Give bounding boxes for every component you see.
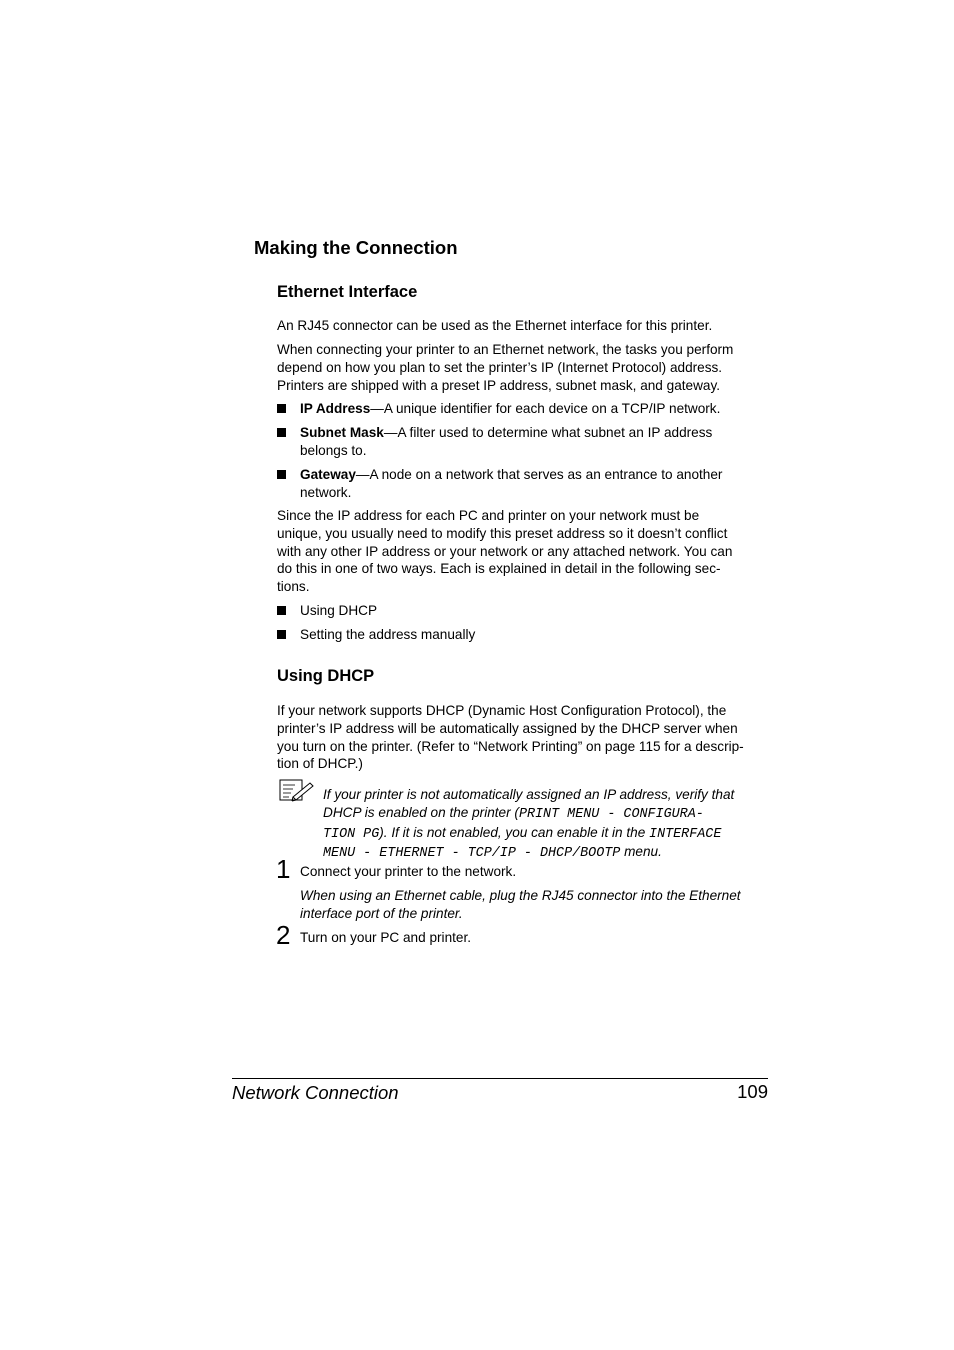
text-line: depend on how you plan to set the printer’s IP (Internet Protocol) address. [277,359,723,375]
step-number: 1 [276,854,291,884]
step-number: 2 [276,920,291,950]
bullet-square-icon [277,606,286,615]
note-line: DHCP is enabled on the printer ( [323,804,519,820]
text-line: do this in one of two ways. Each is explained in detail in the following sec- [277,561,721,577]
bullet-square-icon [277,630,286,639]
menu-path: INTERFACE [649,826,722,842]
bullet-square-icon [277,404,286,413]
term-definition: —A node on a network that serves as an entrance to another [355,467,723,482]
ethernet-intro [277,317,769,335]
footer-rule [232,1078,768,1079]
text-line: An RJ45 connector can be used as the Ethernet interface for this printer. [277,318,713,333]
list-item: Using DHCP [300,603,378,618]
ethernet-heading: Ethernet Interface [277,283,418,301]
term-definition-cont: network. [300,484,352,500]
text-line: unique, you usually need to modify this preset address so it doesn’t conflict [277,525,728,541]
term-label: IP Address [300,401,371,416]
text-line: Printers are shipped with a preset IP address, subnet mask, and gateway. [277,377,721,393]
text-line: interface port of the printer. [300,905,463,921]
text-line: If your network supports DHCP (Dynamic Host Configuration Protocol), the [277,703,727,718]
term-label: Subnet Mask [300,425,384,440]
ethernet-paragraph-2 [277,341,769,394]
bullet-square-icon [277,428,286,437]
term-definition: —A unique identifier for each device on a TCP/IP network. [370,401,721,416]
menu-path: PRINT MENU - CONFIGURA- [518,806,704,822]
text-line: tions. [277,579,310,595]
term-definition-cont: belongs to. [300,442,367,458]
text-line: When connecting your printer to an Ethernet network, the tasks you perform [277,342,734,357]
list-item: Setting the address manually [300,627,476,642]
menu-path: MENU - ETHERNET - TCP/IP - DHCP/BOOTP [323,846,621,862]
step-text: Connect your printer to the network. [300,864,517,879]
footer-chapter: Network Connection [232,1082,399,1103]
term-label: Gateway [300,467,356,482]
text-line: printer’s IP address will be automatically assigned by the DHCP server when [277,720,738,736]
note-line: If your printer is not automatically assigned an IP address, verify that [323,787,735,802]
term-definition: —A filter used to determine what subnet an IP address [383,425,713,440]
text-line: tion of DHCP.) [277,756,363,772]
text-line: with any other IP address or your network or any attached network. You can [277,543,733,559]
note-pencil-icon [279,779,315,803]
ethernet-paragraph-3 [277,507,769,596]
note-line: menu. [620,844,662,860]
dhcp-heading: Using DHCP [277,667,375,685]
bullet-square-icon [277,470,286,479]
text-line: Since the IP address for each PC and printer on your network must be [277,508,700,523]
section-title: Making the Connection [254,237,458,258]
step-text: Turn on your PC and printer. [300,930,472,945]
note-line: ). If it is not enabled, you can enable it in the [379,824,650,840]
menu-path: TION PG [323,826,380,842]
note-text [323,786,769,863]
text-line: When using an Ethernet cable, plug the RJ45 connector into the Ethernet [300,888,741,903]
page-number: 109 [737,1081,768,1102]
text-line: you turn on the printer. (Refer to “Network Printing” on page 115 for a descrip- [277,738,744,754]
dhcp-paragraph [277,702,769,773]
step-detail [300,887,770,923]
